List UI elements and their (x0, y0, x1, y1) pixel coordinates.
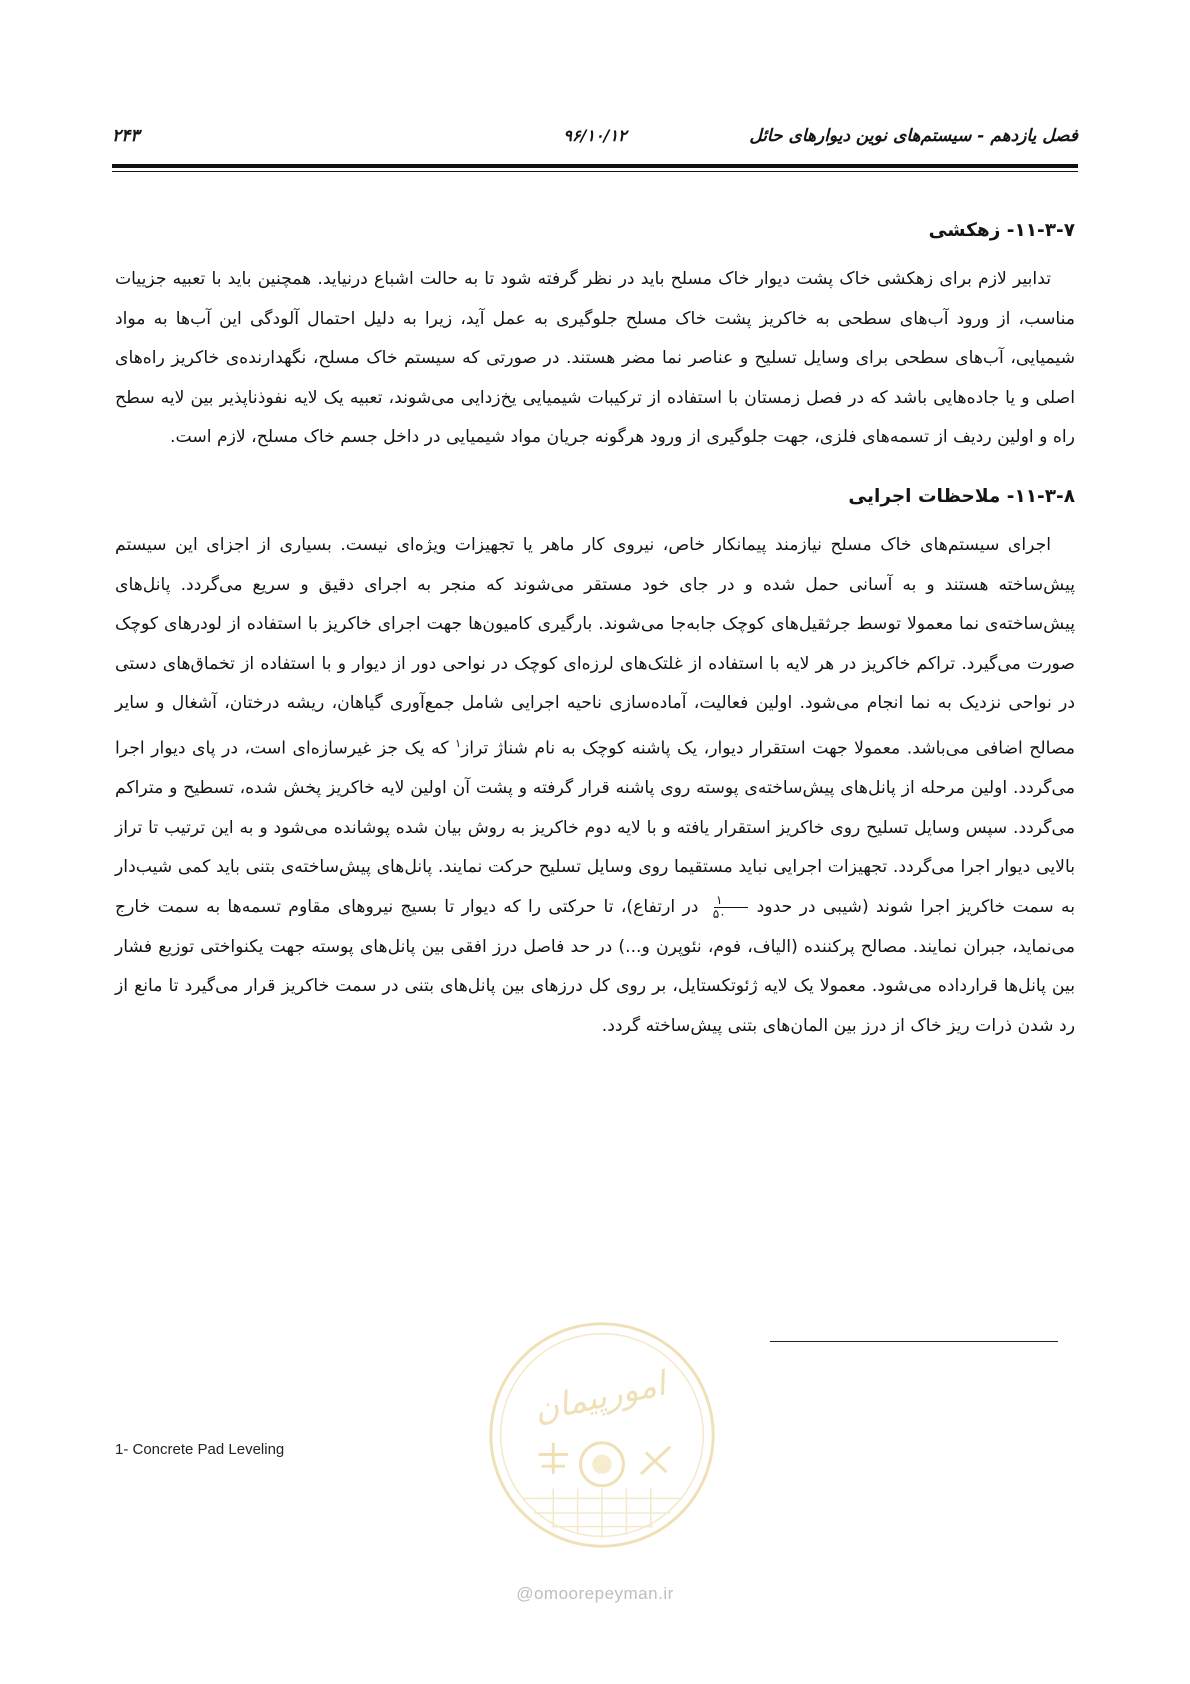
paragraph-drainage: تدابیر لازم برای زهکشی خاک پشت دیوار خاک مسلح باید در نظر گرفته شود تا به حالت اشباع درنیاید. همچنین باید با تعبیه جزییات مناسب، از ورود آب‌های سطحی به خاکریز پشت خاک مسلح جلوگیری به عمل آید، زیرا به دلیل احتمال آلودگی این آب‌ها به مواد شیمیایی، آب‌های سطحی برای وسایل تسلیح و عناصر نما مضر هستند. در صورتی که سیستم خاک مسلح، نگهدارنده‌ی خاکریز راه‌های اصلی و یا جاده‌هایی باشد که در فصل زمستان با استفاده از ترکیبات شیمیایی یخ‌زدایی می‌شوند، تعبیه یک لایه نفوذناپذیر بین لایه سطح راه و اولین ردیف از تسمه‌های فلزی، جهت جلوگیری از ورود هرگونه جریان مواد شیمیایی در داخل جسم خاک مسلح، لازم است. (115, 269, 1075, 448)
watermark-logo-lettering: امورپیمان (530, 1363, 669, 1430)
footnote-marker: ۱ (455, 736, 461, 750)
watermark-logo (485, 1318, 719, 1552)
header-rule-thick (112, 164, 1078, 168)
paragraph-execution-part2: که یک جز غیرسازه‌ای است، در پای دیوار اجرا می‌گردد. اولین مرحله از پانل‌های پیش‌ساخته‌ی پوسته روی پاشنه قرار گرفته و پشت آن اولین لایه خاکریز پخش شده، تسطیح و متراکم می‌گردد. سپس وسایل تسلیح روی خاکریز استقرار یافته و با لایه دوم خاکریز به روش بیان شده پوشانده می‌شود و به این ترتیب تا تراز بالایی دیوار اجرا می‌گردد. تجهیزات اجرایی نباید مستقیما روی وسایل تسلیح حرکت نمایند. پانل‌های پیش‌ساخته‌ی بتنی باید کمی شیب‌دار به سمت خاکریز اجرا شوند (شیبی در حدود (115, 738, 1075, 918)
main-content (115, 218, 1075, 1046)
header-date: ۹۶/۱۰/۱۲ (563, 126, 627, 145)
paragraph-execution (115, 526, 1075, 1046)
section-heading-drainage: ۱۱-۳-۷- زهکشی (928, 220, 1075, 241)
slope-fraction (711, 894, 752, 921)
fraction-numerator: ۱ (714, 894, 748, 908)
footnote-separator (770, 1341, 1058, 1342)
section-heading-execution: ۱۱-۳-۸- ملاحظات اجرایی (848, 485, 1075, 507)
paragraph-execution-part3: در ارتفاع)، تا حرکتی را که دیوار تا بسیج نیروهای مقاوم تسمه‌ها به سمت خارج می‌نماید، جبران نمایند. مصالح پرکننده (الیاف، فوم، نئوپرن و...) در حد فاصل درز افقی بین پانل‌های پوسته جهت یکنواختی توزیع فشار بین پانل‌ها قرارداده می‌شود. معمولا یک لایه ژئوتکستایل، بر روی کل درزهای بین پانل‌های بتنی در سمت خاکریز قرار می‌گیرد تا مانع از رد شدن ذرات ریز خاک از درز بین المان‌های بتنی پیش‌ساخته گردد. (115, 897, 1075, 1036)
fraction-denominator: ۵۰ (712, 906, 726, 921)
paragraph-execution-part1: اجرای سیستم‌های خاک مسلح نیازمند پیمانکار خاص، نیروی کار ماهر یا تجهیزات ویژه‌ای نیست. بسیاری از اجزای این سیستم پیش‌ساخته هستند و به آسانی حمل شده و در جای خود مستقر می‌شوند که منجر به اجرای دقیق و سریع می‌گردد. پانل‌های پیش‌ساخته‌ی نما معمولا توسط جرثقیل‌های کوچک جابه‌جا می‌شوند. بارگیری کامیون‌ها جهت اجرای خاکریز با استفاده از لودرهای کوچک صورت می‌گیرد. تراکم خاکریز در هر لایه با استفاده از غلتک‌های لرزه‌ای کوچک در نواحی دور از دیوار و با استفاده از تخماق‌های دستی در نواحی نزدیک به نما انجام می‌شود. اولین فعالیت، آماده‌سازی ناحیه اجرایی شامل جمع‌آوری گیاهان، ریشه درختان، آشغال و سایر مصالح اضافی می‌باشد. معمولا جهت استقرار دیوار، یک پاشنه کوچک به نام شناژ تراز (115, 534, 1075, 759)
chapter-title: فصل یازدهم - سیستم‌های نوین دیوارهای حائل (749, 126, 1078, 146)
page-number: ۲۴۳ (112, 126, 140, 146)
footnote-text: 1- Concrete Pad Leveling (115, 1441, 285, 1458)
watermark-site: @omoorepeyman.ir (516, 1584, 674, 1603)
header-rule-thin (112, 171, 1078, 172)
running-header (112, 126, 1078, 152)
